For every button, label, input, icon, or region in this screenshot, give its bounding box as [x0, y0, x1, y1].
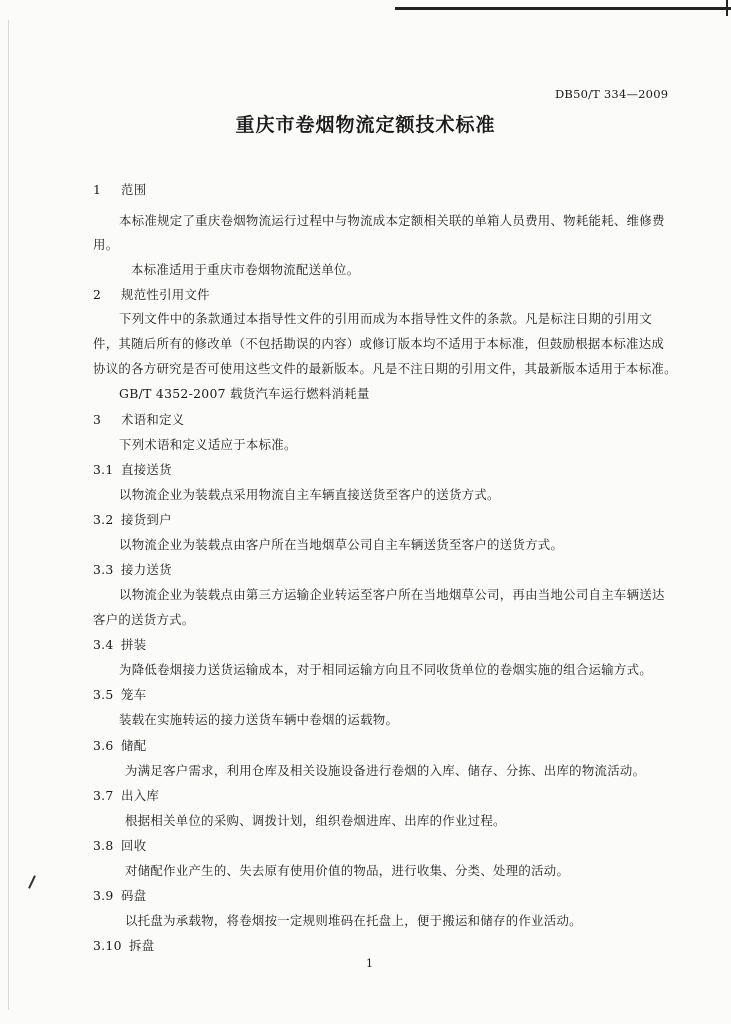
term-number: 3.2	[93, 512, 114, 527]
term-heading	[93, 936, 154, 954]
section-number: 2	[93, 287, 102, 302]
term-title: 回收	[121, 838, 147, 853]
term-heading	[93, 460, 172, 478]
scan-edge-left	[8, 20, 9, 1010]
section-number: 1	[93, 182, 102, 197]
section-heading-1	[93, 180, 146, 198]
term-heading	[93, 736, 146, 754]
term-number: 3.3	[93, 562, 114, 577]
term-title: 拼装	[121, 637, 147, 652]
term-definition: 为降低卷烟接力送货运输成本，对于相同运输方向且不同收货单位的卷烟实施的组合运输方式。	[119, 662, 653, 677]
paragraph-line: 本标准适用于重庆市卷烟物流配送单位。	[131, 262, 360, 277]
term-title: 储配	[121, 738, 147, 753]
term-number: 3.4	[93, 637, 114, 652]
term-title: 接货到户	[121, 512, 172, 527]
term-definition: 装载在实施转运的接力送货车辆中卷烟的运载物。	[119, 712, 399, 727]
term-definition: 以托盘为承载物，将卷烟按一定规则堆码在托盘上，便于搬运和储存的作业活动。	[125, 913, 582, 928]
section-title: 术语和定义	[121, 412, 185, 427]
term-title: 接力送货	[121, 562, 172, 577]
term-definition: 根据相关单位的采购、调拨计划，组织卷烟进库、出库的作业过程。	[125, 813, 506, 828]
paragraph-line: 用。	[93, 237, 119, 252]
term-number: 3.8	[93, 838, 114, 853]
term-number: 3.10	[93, 938, 122, 953]
term-definition: 以物流企业为装载点由客户所在当地烟草公司自主车辆送货至客户的送货方式。	[119, 537, 564, 552]
page-number: 1	[366, 957, 373, 970]
term-title: 出入库	[121, 788, 160, 803]
section-title: 规范性引用文件	[121, 287, 210, 302]
term-heading	[93, 786, 159, 804]
term-definition: 对储配作业产生的、失去原有使用价值的物品，进行收集、分类、处理的活动。	[125, 863, 570, 878]
term-number: 3.7	[93, 788, 114, 803]
term-heading	[93, 836, 146, 854]
paragraph-line: 本标准规定了重庆卷烟物流运行过程中与物流成本定额相关联的单箱人员费用、物耗能耗、维修费	[119, 213, 665, 228]
normative-reference: GB/T 4352-2007 载货汽车运行燃料消耗量	[119, 386, 370, 401]
section-title: 范围	[121, 182, 147, 197]
term-number: 3.6	[93, 738, 114, 753]
term-definition: 以物流企业为装载点采用物流自主车辆直接送货至客户的送货方式。	[119, 487, 500, 502]
section-heading-3	[93, 410, 184, 428]
document-code: DB50/T 334—2009	[555, 87, 669, 101]
term-number: 3.5	[93, 687, 114, 702]
term-title: 直接送货	[121, 462, 172, 477]
document-title: 重庆市卷烟物流定额技术标准	[235, 114, 496, 136]
paragraph-line: 下列术语和定义适应于本标准。	[119, 437, 297, 452]
term-title: 码盘	[121, 888, 147, 903]
term-definition: 为满足客户需求，利用仓库及相关设施设备进行卷烟的入库、储存、分拣、出库的物流活动。	[125, 763, 646, 778]
term-heading	[93, 510, 172, 528]
paragraph-line: 协议的各方研究是否可使用这些文件的最新版本。凡是不注日期的引用文件，其最新版本适用于本标准。	[93, 361, 677, 376]
term-number: 3.1	[93, 462, 114, 477]
section-number: 3	[93, 412, 102, 427]
term-number: 3.9	[93, 888, 114, 903]
term-heading	[93, 560, 172, 578]
term-title: 笼车	[121, 687, 147, 702]
paragraph-line: 件，其随后所有的修改单（不包括勘误的内容）或修订版本均不适用于本标准，但鼓励根据本标准达成	[93, 336, 665, 351]
term-title: 拆盘	[129, 938, 155, 953]
term-definition: 以物流企业为装载点由第三方运输企业转运至客户所在当地烟草公司，再由当地公司自主车辆送达	[119, 587, 665, 602]
term-heading	[93, 635, 146, 653]
term-heading	[93, 886, 146, 904]
scan-edge-top	[395, 7, 731, 10]
pen-mark	[28, 875, 36, 889]
term-definition: 客户的送货方式。	[93, 612, 195, 627]
term-heading	[93, 685, 146, 703]
scan-edge-right	[726, 0, 728, 16]
paragraph-line: 下列文件中的条款通过本指导性文件的引用而成为本指导性文件的条款。凡是标注日期的引用文	[119, 311, 653, 326]
section-heading-2	[93, 285, 210, 303]
